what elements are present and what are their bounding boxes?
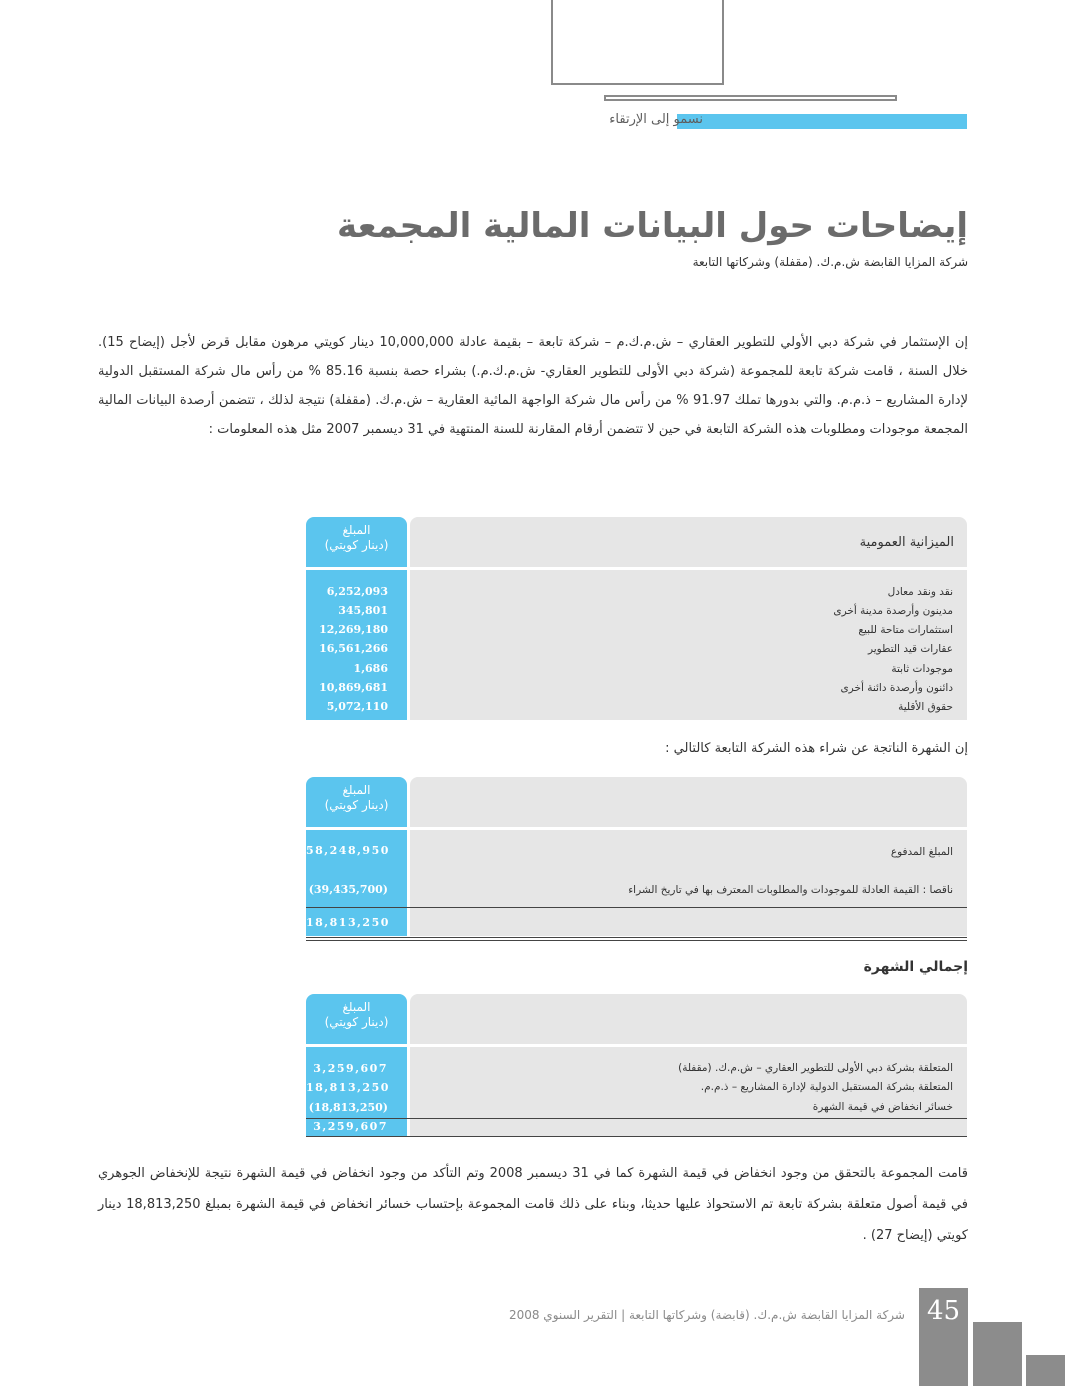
amount-value: 58,248,950: [306, 844, 390, 857]
amount-value: 3,259,607: [313, 1062, 388, 1075]
amount-header-unit: (دينار كويتي): [324, 538, 389, 552]
goodwill-total-table: [306, 994, 967, 1137]
amount-value: (18,813,250): [308, 1101, 388, 1114]
label-column: [410, 570, 967, 720]
amount-value: 1,686: [353, 662, 388, 675]
closing-paragraph: قامت المجموعة بالتحقق من وجود انخفاض في قيمة الشهرة كما في 31 ديسمبر 2008 وتم التأكد من وجود انخفاض في قيمة الشهرة نتيجة للإنخفاض الجوهري في قيمة أصول متعلقة بشركة تابعة تم الاستحواذ عليها حديثا، وبناء على ذلك قامت المجموعة بإحتساب خسائر انخفاض في قيمة الشهرة بمبلغ 18,813,250 دينار كويتي (إيضاح 27) .: [98, 1166, 969, 1243]
total-rule: [306, 1136, 967, 1137]
balance-sheet-title: الميزانية العمومية: [859, 535, 954, 550]
total-value: 18,813,250: [306, 916, 390, 929]
amount-value: 6,252,093: [326, 585, 388, 598]
balance-sheet-header: [410, 517, 967, 567]
amount-header-unit: (دينار كويتي): [324, 1015, 389, 1029]
amount-column-header: [306, 994, 407, 1044]
tagline-band: [603, 114, 967, 129]
row-label: المتعلقة بشركة دبي الأولى للتطوير العقاري – ش.م.ك. (مقفلة): [678, 1062, 953, 1074]
row-label: حقوق الأقلية: [898, 701, 953, 713]
goodwill-total-header: [410, 994, 967, 1044]
page-subtitle: شركة المزايا القابضة ش.م.ك. (مقفلة) وشركاتها التابعة: [692, 255, 968, 269]
row-label: المبلغ المدفوع: [890, 846, 953, 858]
header-bar: [604, 95, 897, 101]
amount-header-label: المبلغ: [342, 1000, 371, 1014]
subtotal-rule: [306, 1118, 967, 1119]
page-title: إيضاحات حول البيانات المالية المجمعة: [336, 206, 968, 246]
row-label: موجودات ثابتة: [891, 663, 953, 675]
amount-value: 18,813,250: [306, 1081, 390, 1094]
amount-column: [306, 570, 407, 720]
amount-column: [306, 1047, 407, 1137]
amount-column-header: [306, 777, 407, 827]
total-value: 3,259,607: [313, 1120, 388, 1133]
goodwill-intro: إن الشهرة الناتجة عن شراء هذه الشركة التابعة كالتالي :: [665, 741, 968, 756]
row-label: ناقصا : القيمة العادلة للموجودات والمطلوبات المعترف بها في تاريخ الشراء: [628, 884, 953, 896]
goodwill-total-heading: إجمالي الشهرة: [863, 959, 968, 975]
label-column: [410, 830, 967, 936]
subtotal-rule: [306, 907, 967, 908]
total-rule: [306, 937, 967, 938]
row-label: مدينون وأرصدة مدينة أخرى: [833, 605, 953, 617]
amount-value: 12,269,180: [319, 623, 388, 636]
amount-header-unit: (دينار كويتي): [324, 798, 389, 812]
tagline-accent: [677, 114, 967, 129]
amount-value: (39,435,700): [308, 883, 388, 896]
row-label: نقد ونقد معادل: [887, 586, 953, 598]
page-number: 45: [926, 1296, 961, 1326]
footer-block: [973, 1322, 1022, 1386]
row-label: خسائر انخفاض في قيمة الشهرة: [812, 1101, 953, 1113]
intro-paragraph: إن الإستثمار في شركة دبي الأولي للتطوير العقاري – ش.م.ك.م – شركة تابعة – بقيمة عادلة 10,000,000 دينار كويتي مرهون مقابل قرض لأجل (إيضاح 15). خلال السنة ، قامت شركة تابعة للمجموعة (شركة دبي الأولى للتطوير العقاري- ش.م.ك.م.) بشراء حصة بنسبة 85.16 % من رأس مال شركة المستقبل الدولية لإدارة المشاريع – ذ.م.م. والتي بدورها تملك 91.97 % من رأس مال شركة الواجهة الماثية العقارية – ش.م.ك. (مقفلة) نتيجة لذلك ، تتضمن أرصدة البيانات المالية المجمعة موجودات ومطلوبات هذه الشركة التابعة في حين لا تتضمن أرقام المقارنة للسنة المنتهية في 31 ديسمبر 2007 مثل هذه المعلومات :: [98, 335, 968, 437]
row-label: استثمارات متاحة للبيع: [858, 624, 953, 636]
total-double-rule: [306, 940, 967, 941]
label-column: [410, 1047, 967, 1137]
row-label: عقارات قيد التطوير: [867, 643, 953, 655]
amount-header-label: المبلغ: [342, 523, 371, 537]
amount-header-label: المبلغ: [342, 783, 371, 797]
amount-column: [306, 830, 407, 936]
amount-value: 5,072,110: [326, 700, 388, 713]
goodwill-table: [306, 777, 967, 941]
amount-value: 345,801: [338, 604, 388, 617]
tagline: نسمو إلى الإرتقاء: [609, 112, 703, 127]
row-label: دائنون وأرصدة دائنة أخرى: [840, 682, 953, 694]
amount-value: 10,869,681: [319, 681, 388, 694]
amount-value: 16,561,266: [319, 642, 388, 655]
footer-block: [1026, 1355, 1065, 1386]
balance-sheet-table: [306, 517, 967, 720]
footer-text: شركة المزايا القابضة ش.م.ك. (قابضة) وشركاتها التابعة | التقرير السنوي 2008: [508, 1308, 905, 1322]
amount-column-header: [306, 517, 407, 567]
goodwill-header: [410, 777, 967, 827]
row-label: المتعلقة بشركة المستقبل الدولية لإدارة المشاريع – ذ.م.م.: [700, 1081, 953, 1093]
header-frame: [551, 0, 724, 85]
